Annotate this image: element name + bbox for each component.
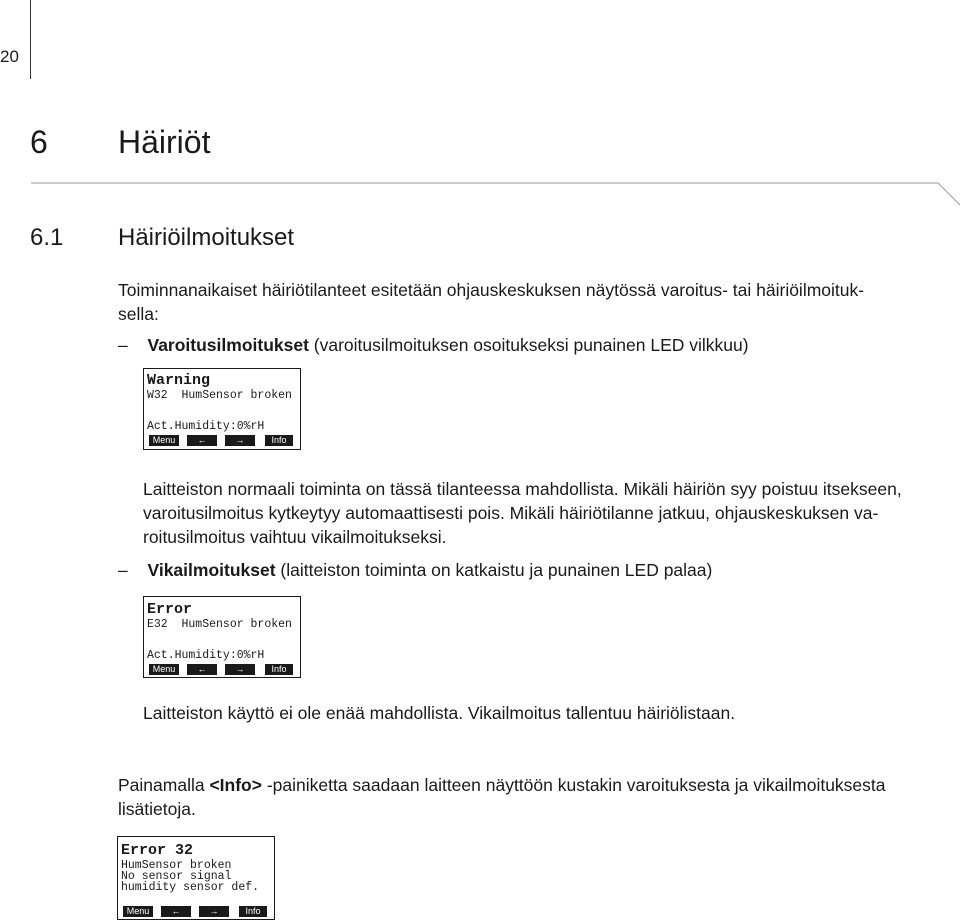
warning-item-label: Varoitusilmoitukset	[147, 335, 309, 355]
error-description: Laitteiston käyttö ei ole enää mahdollista. Vikailmoitus tallentuu häiriölistaan.	[143, 703, 736, 723]
display-title: Error 32	[121, 842, 194, 859]
display-title: Error	[147, 601, 193, 618]
info-text-line-2: lisätietoja.	[118, 799, 196, 819]
right-arrow-icon[interactable]: →	[199, 906, 229, 917]
warning-item-text: (varoitusilmoituksen osoitukseksi punainen LED vilkkuu)	[308, 335, 749, 355]
left-arrow-icon[interactable]: ←	[187, 664, 217, 675]
info-display	[117, 836, 275, 920]
error-item-label: Vikailmoitukset	[147, 560, 276, 580]
page-number: 20	[0, 47, 19, 66]
display-code-line: W32 HumSensor broken	[147, 389, 292, 402]
list-dash: –	[118, 560, 128, 580]
info-softkey[interactable]: Info	[239, 906, 267, 917]
display-line-1: HumSensor broken	[121, 859, 232, 872]
display-code-line: E32 HumSensor broken	[147, 618, 292, 631]
display-softkey-bar	[149, 435, 295, 446]
display-line-3: humidity sensor def.	[121, 881, 260, 894]
info-key-label: <Info>	[209, 775, 262, 795]
menu-softkey[interactable]: Menu	[123, 906, 153, 917]
display-value-line: Act.Humidity:0%rH	[147, 420, 265, 433]
list-dash: –	[118, 335, 128, 355]
info-softkey[interactable]: Info	[265, 435, 293, 446]
right-arrow-icon[interactable]: →	[225, 435, 255, 446]
menu-softkey[interactable]: Menu	[149, 664, 179, 675]
display-softkey-bar	[123, 906, 269, 917]
left-arrow-icon[interactable]: ←	[187, 435, 217, 446]
section-number: 6.1	[30, 224, 64, 251]
chapter-title: Häiriöt	[118, 124, 211, 160]
warning-desc-line-2: varoitusilmoitus kytkeytyy automaattisesti pois. Mikäli häiriötilanne jatkuu, ohjauskeskuksen va-	[143, 503, 879, 523]
error-list-item	[118, 558, 938, 582]
warning-desc-line-1: Laitteiston normaali toiminta on tässä tilanteessa mahdollista. Mikäli häiriön syy poistuu itsekseen,	[143, 479, 902, 499]
warning-list-item	[118, 333, 938, 357]
warning-description	[143, 477, 943, 549]
left-arrow-icon[interactable]: ←	[161, 906, 191, 917]
display-value-line: Act.Humidity:0%rH	[147, 649, 265, 662]
intro-line-1: Toiminnanaikaiset häiriötilanteet esitetään ohjauskeskuksen näytössä varoitus- tai häiriöilmoituk-	[118, 280, 865, 300]
warning-desc-line-3: roitusilmoitus vaihtuu vikailmoitukseksi.	[143, 527, 447, 547]
display-softkey-bar	[149, 664, 295, 675]
info-paragraph	[118, 773, 938, 821]
right-arrow-icon[interactable]: →	[225, 664, 255, 675]
corner-decoration	[0, 0, 960, 220]
chapter-number: 6	[30, 124, 48, 160]
error-item-text: (laitteiston toiminta on katkaistu ja punainen LED palaa)	[275, 560, 713, 580]
display-title: Warning	[147, 372, 211, 389]
error-display	[143, 596, 301, 678]
info-text-post: -painiketta saadaan laitteen näyttöön kustakin varoituksesta ja vikailmoituksesta	[261, 775, 886, 795]
info-text-pre: Painamalla	[118, 775, 210, 795]
menu-softkey[interactable]: Menu	[149, 435, 179, 446]
display-line-2: No sensor signal	[121, 870, 232, 883]
info-softkey[interactable]: Info	[265, 664, 293, 675]
section-title: Häiriöilmoitukset	[118, 224, 295, 251]
intro-line-2: sella:	[118, 304, 159, 324]
warning-display	[143, 368, 301, 450]
intro-paragraph	[118, 278, 938, 326]
